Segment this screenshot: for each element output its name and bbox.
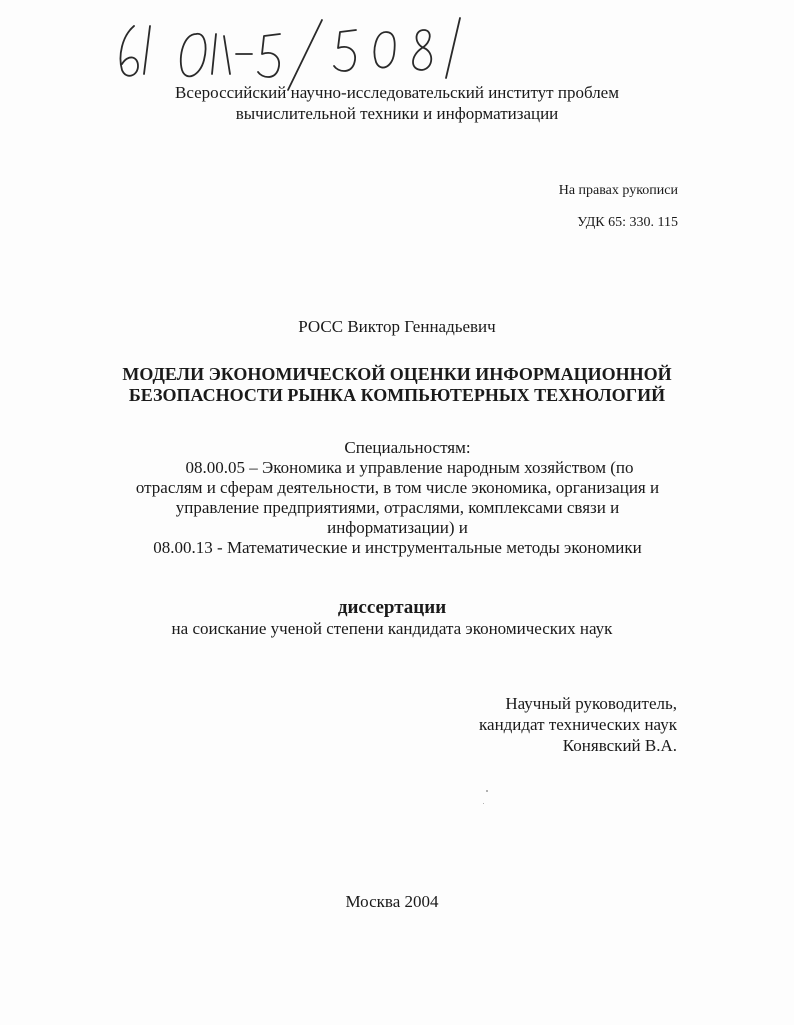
handwritten-archive-number [112,12,492,92]
udc-code: УДК 65: 330. 115 [577,215,678,230]
supervisor-name: Конявский В.А. [562,736,677,755]
dissertation-title [0,364,794,406]
specialty-line: отраслям и сферам деятельности, в том числе экономика, организация и [135,478,660,497]
work-type-block [0,597,784,639]
supervisor-degree: кандидат технических наук [479,715,677,734]
title-line-1: МОДЕЛИ ЭКОНОМИЧЕСКОЙ ОЦЕНКИ ИНФОРМАЦИОННОЙ [122,364,672,384]
specialties-block [110,438,685,558]
supervisor-role: Научный руководитель, [505,694,677,713]
specialty-line: 08.00.05 – Экономика и управление народным хозяйством (по [185,458,634,477]
specialty-line: 08.00.13 - Математические и инструментальные методы экономики [153,538,642,557]
scan-speck [483,803,484,804]
institute-line-1: Всероссийский научно-исследовательский институт проблем [175,83,619,102]
institute-line-2: вычислительной техники и информатизации [235,104,559,123]
institute-name [0,82,794,124]
specialties-heading: Специальностям: [344,438,471,457]
city-year: Москва 2004 [345,892,439,911]
specialty-line: информатизации) и [327,518,468,537]
work-type-word: диссертации [337,597,447,618]
author-name: РОСС Виктор Геннадьевич [298,317,496,336]
specialty-line: управление предприятиями, отраслями, комплексами связи и [175,498,620,517]
scan-speck [486,790,488,792]
supervisor-block [479,693,677,756]
manuscript-note: На правах рукописи [558,183,678,198]
degree-sought: на соискание ученой степени кандидата экономических наук [171,619,613,638]
title-line-2: БЕЗОПАСНОСТИ РЫНКА КОМПЬЮТЕРНЫХ ТЕХНОЛОГИЙ [128,385,666,405]
